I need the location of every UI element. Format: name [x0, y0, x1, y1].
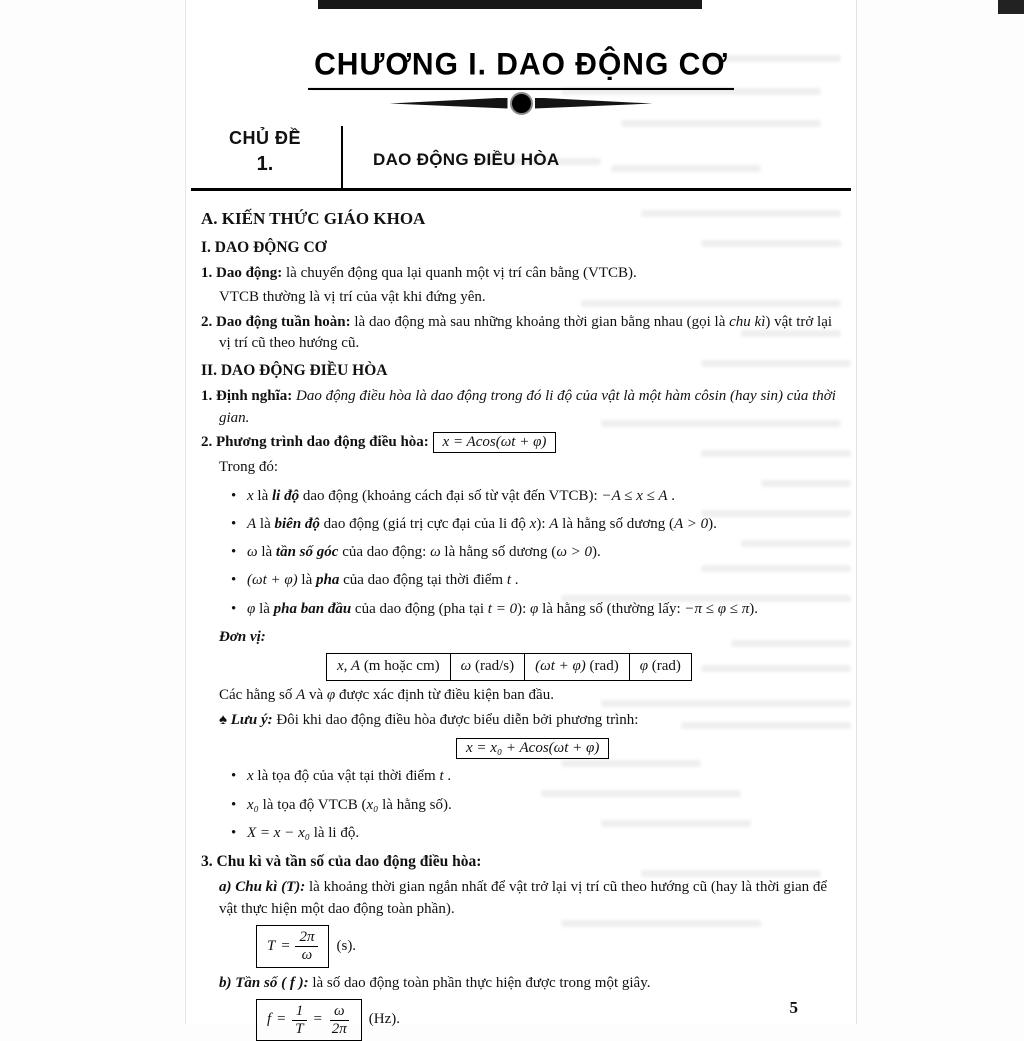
section-3-heading: 3. Chu kì và tần số của dao động điều hòa:	[201, 853, 482, 871]
bullet-dot: •	[231, 796, 237, 813]
bullet-li-do-X-text: X = x − x₀ là li độ.	[247, 825, 360, 842]
frequency-equals-1: =	[276, 1011, 287, 1028]
top-edge-dark-strip	[318, 0, 702, 9]
luu-y-note: ♠ Lưu ý: Đôi khi dao động điều hòa được biểu diễn bởi phương trình:	[219, 711, 639, 728]
page-number: 5	[789, 998, 798, 1017]
definition-item	[201, 386, 842, 429]
equation-item	[201, 432, 842, 453]
units-heading: Đơn vị:	[219, 628, 266, 645]
frequency-num-1: 1	[292, 1003, 308, 1021]
bullet-toa-do-vtcb	[231, 795, 842, 816]
bullet-dot: •	[231, 600, 237, 617]
period-formula-row	[256, 925, 842, 968]
frequency-formula-row	[256, 999, 842, 1041]
ribbon-left-swoosh	[390, 98, 508, 109]
bullet-pha-ban-dau-text: φ là pha ban đầu của dao động (pha tại t = 0): φ là hằng số (thường lấy: −π ≤ φ ≤ π).	[247, 600, 759, 617]
bullet-dot: •	[231, 544, 237, 561]
definition-label: 1. Định nghĩa:	[201, 388, 293, 405]
bullet-tan-so-goc	[231, 542, 842, 563]
bullet-bien-do	[231, 514, 842, 535]
period-numerator: 2π	[295, 929, 318, 947]
section-2-heading: II. DAO ĐỘNG ĐIỀU HÒA	[201, 362, 388, 380]
frequency-formula-box	[256, 999, 362, 1041]
frequency-den-1: T	[295, 1020, 304, 1037]
top-right-dark-corner	[998, 0, 1024, 14]
period-lhs: T	[267, 937, 276, 954]
units-table	[326, 653, 692, 680]
frequency-fraction-2	[328, 1003, 351, 1038]
bullet-pha-text: (ωt + φ) là pha của dao động tại thời điểm t .	[247, 572, 519, 589]
bullet-dot: •	[231, 515, 237, 532]
frequency-unit: (Hz).	[368, 1011, 401, 1028]
item-dao-dong-text: là chuyển động qua lại quanh một vị trí cân bằng (VTCB).	[282, 265, 637, 282]
period-denominator: ω	[301, 946, 313, 963]
period-formula-box	[256, 925, 329, 968]
period-fraction	[295, 929, 318, 964]
ribbon-divider	[186, 92, 856, 114]
definition-text: Dao động điều hòa là dao động trong đó li độ của vật là một hàm côsin (hay sin) của thời gian.	[219, 388, 836, 426]
period-unit: (s).	[336, 937, 357, 954]
topic-box	[191, 128, 339, 176]
chapter-header	[186, 48, 856, 114]
unit-cell-x-A: x, A (m hoặc cm)	[327, 654, 451, 680]
ribbon-center-medallion	[510, 92, 533, 115]
bullet-dot: •	[231, 487, 237, 504]
frequency-fraction-1	[291, 1003, 307, 1038]
ribbon-right-swoosh	[535, 98, 653, 109]
bullet-pha	[231, 570, 842, 591]
equation-label: 2. Phương trình dao động điều hòa:	[201, 433, 429, 450]
bullet-dot: •	[231, 572, 237, 589]
item-dao-dong-line2: VTCB thường là vị trí của vật khi đứng yên.	[219, 289, 486, 306]
section-a-heading: A. KIẾN THỨC GIÁO KHOA	[201, 209, 426, 228]
item-dao-dong	[201, 263, 842, 284]
bullet-li-do	[231, 486, 842, 507]
page-content	[186, 191, 856, 1041]
tan-so-paragraph: b) Tần số ( f ): là số dao động toàn phần thực hiện được trong một giây.	[219, 974, 651, 991]
equation-box-alt: x = x₀ + Acos(ωt + φ)	[456, 738, 609, 759]
frequency-lhs: f	[267, 1011, 272, 1028]
frequency-num-2: ω	[330, 1003, 349, 1021]
unit-cell-omega: ω (rad/s)	[450, 654, 525, 680]
bullet-tan-so-goc-text: ω là tần số góc của dao động: ω là hằng số dương (ω > 0).	[247, 544, 601, 561]
item-dao-dong-label: 1. Dao động:	[201, 265, 283, 282]
trong-do-line: Trong đó:	[219, 459, 279, 476]
topic-title: DAO ĐỘNG ĐIỀU HÒA	[373, 150, 560, 169]
chapter-title: CHƯƠNG I. DAO ĐỘNG CƠ	[308, 47, 734, 90]
bullet-li-do-X	[231, 823, 842, 844]
bullet-toa-do	[231, 766, 842, 787]
constants-note: Các hằng số A và φ được xác định từ điều kiện ban đầu.	[219, 686, 554, 703]
topic-header	[191, 126, 851, 191]
equation-box-main: x = Acos(ωt + φ)	[433, 432, 557, 453]
bullet-toa-do-vtcb-text: x₀ là tọa độ VTCB (x₀ là hằng số).	[247, 796, 452, 813]
chu-ki-paragraph: a) Chu kì (T): là khoảng thời gian ngắn nhất để vật trở lại vị trí cũ theo hướng cũ (hay là thời gian để vật thực hiện một dao động toàn phần).	[219, 879, 828, 917]
frequency-den-2: 2π	[331, 1020, 347, 1037]
unit-cell-phase: (ωt + φ) (rad)	[525, 654, 630, 680]
topic-label: CHỦ ĐỀ	[228, 128, 301, 148]
frequency-equals-2: =	[312, 1011, 323, 1028]
bullet-dot: •	[231, 825, 237, 842]
period-equals: =	[280, 937, 291, 954]
item-dao-dong-tuan-hoan	[201, 312, 842, 355]
bullet-li-do-text: x là li độ dao động (khoảng cách đại số từ vật đến VTCB): −A ≤ x ≤ A .	[247, 487, 675, 504]
equation-alt-row	[456, 738, 842, 759]
section-1-heading: I. DAO ĐỘNG CƠ	[201, 239, 327, 257]
bullet-toa-do-text: x là tọa độ của vật tại thời điểm t .	[247, 768, 452, 785]
bullet-pha-ban-dau	[231, 599, 842, 620]
units-table-row	[327, 654, 692, 680]
item-tuan-hoan-label: 2. Dao động tuần hoàn:	[201, 313, 351, 330]
unit-cell-phi: φ (rad)	[629, 654, 691, 680]
topic-number: 1.	[256, 153, 274, 175]
topic-vertical-divider	[341, 126, 343, 188]
bullet-dot: •	[231, 768, 237, 785]
bullet-bien-do-text: A là biên độ dao động (giá trị cực đại của li độ x): A là hằng số dương (A > 0).	[247, 515, 717, 532]
item-tuan-hoan-text: là dao động mà sau những khoảng thời gian bằng nhau (gọi là chu kì) vật trở lại vị trí cũ theo hướng cũ.	[219, 313, 833, 352]
